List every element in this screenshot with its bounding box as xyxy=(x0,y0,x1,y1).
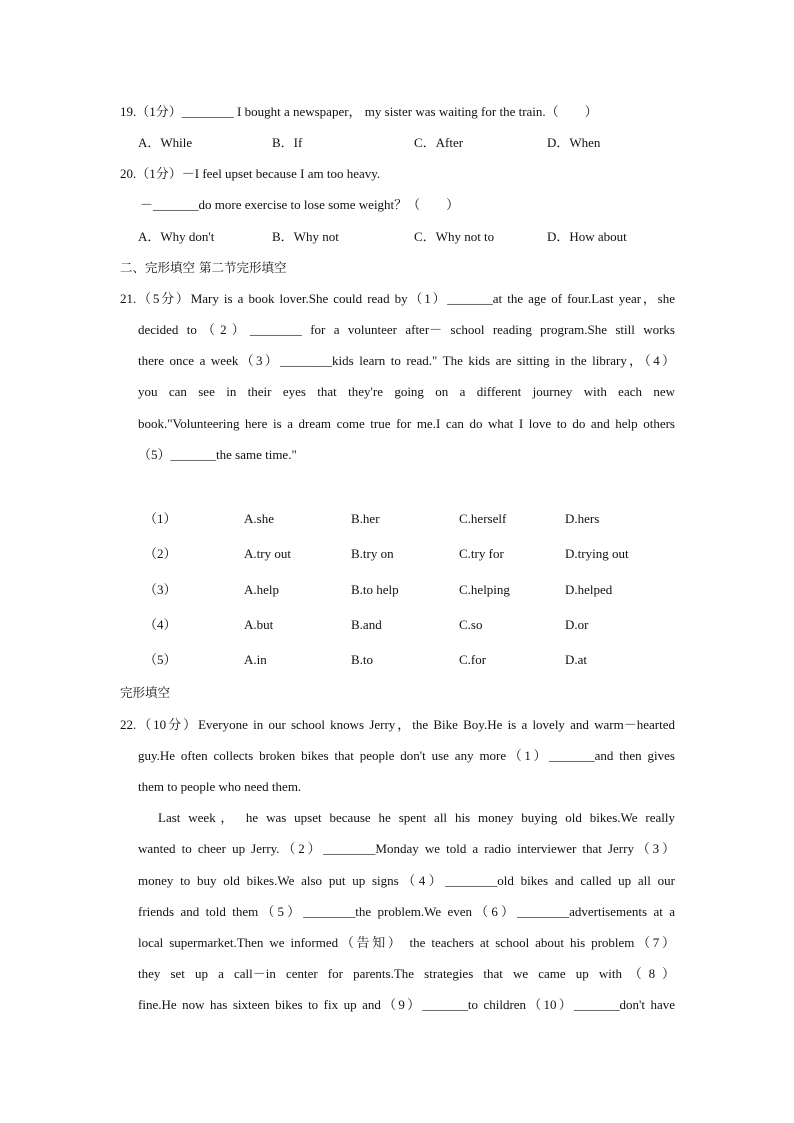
q21-line-1: 21.（5分）Mary is a book lover.She could read by（1）_______at the age of four.Last year，she xyxy=(120,291,675,306)
choice-d: D.hers xyxy=(565,511,600,526)
choice-a: A.help xyxy=(244,582,280,597)
choice-d: D.trying out xyxy=(565,546,629,561)
choice-number: （3） xyxy=(144,582,177,597)
choice-d: D.or xyxy=(565,617,589,632)
q21-line-4: you can see in their eyes that they're going on a different journey with each new xyxy=(138,384,675,399)
section-heading: 二、完形填空 第二节完形填空 xyxy=(120,260,287,275)
choice-a: A.try out xyxy=(244,546,291,561)
q22-line-4: Last week， he was upset because he spent all his money buying old bikes.We really xyxy=(158,810,675,825)
q22-line-6: money to buy old bikes.We also put up signs（4）________old bikes and called up all our xyxy=(138,873,675,888)
q20-option-d: D．How about xyxy=(547,229,627,244)
q21-line-5: book."Volunteering here is a dream come true for me.I can do what I love to do and help others xyxy=(138,416,675,431)
q22-line-1: 22.（10分）Everyone in our school knows Jerry，the Bike Boy.He is a lovely and warm－hearted xyxy=(120,717,675,732)
choice-b: B.to xyxy=(351,652,374,667)
choice-c: C.for xyxy=(459,652,487,667)
q20-stem: 20.（1分）－I feel upset because I am too heavy. xyxy=(120,166,381,181)
q19-option-c: C．After xyxy=(414,135,464,150)
choice-number: （4） xyxy=(144,617,177,632)
choice-number: （5） xyxy=(144,652,177,667)
q21-line-2: decided to（2）________ for a volunteer after－ school reading program.She still works xyxy=(138,322,675,337)
choice-c: C.herself xyxy=(459,511,507,526)
q22-line-3: them to people who need them. xyxy=(138,779,302,794)
choice-d: D.at xyxy=(565,652,588,667)
choice-a: A.in xyxy=(244,652,267,667)
q20-line2: －_______do more exercise to lose some weight？（ ） xyxy=(140,197,460,212)
q19-option-d: D．When xyxy=(547,135,601,150)
q22-line-2: guy.He often collects broken bikes that people don't use any more（1）_______and then gives xyxy=(138,748,675,763)
choice-b: B.try on xyxy=(351,546,394,561)
q22-line-5: wanted to cheer up Jerry.（2）________Monday we told a radio interviewer that Jerry（3） xyxy=(138,841,675,856)
q19-stem: 19.（1分）________ I bought a newspaper， my sister was waiting for the train.（ ） xyxy=(120,104,598,119)
q22-line-9: they set up a call－in center for parents.The strategies that we came up with（8） xyxy=(138,966,675,981)
choice-a: A.but xyxy=(244,617,274,632)
choice-a: A.she xyxy=(244,511,274,526)
q20-option-a: A．Why don't xyxy=(138,229,215,244)
choice-c: C.so xyxy=(459,617,483,632)
q22-line-7: friends and told them（5）________the problem.We even（6）________advertisements at a xyxy=(138,904,675,919)
q20-option-c: C．Why not to xyxy=(414,229,495,244)
choice-c: C.helping xyxy=(459,582,510,597)
choice-b: B.to help xyxy=(351,582,399,597)
q22-line-8: local supermarket.Then we informed（告知） the teachers at school about his problem（7） xyxy=(138,935,675,950)
q21-line-3: there once a week（3）________kids learn to read." The kids are sitting in the library，（4） xyxy=(138,353,675,368)
choice-d: D.helped xyxy=(565,582,613,597)
q21-line-6: （5）_______the same time." xyxy=(138,447,297,462)
choice-b: B.and xyxy=(351,617,382,632)
choice-number: （1） xyxy=(144,511,177,526)
q19-option-b: B．If xyxy=(272,135,303,150)
choice-c: C.try for xyxy=(459,546,504,561)
q20-option-b: B．Why not xyxy=(272,229,339,244)
choice-b: B.her xyxy=(351,511,380,526)
subheading: 完形填空 xyxy=(120,685,171,700)
q22-line-10: fine.He now has sixteen bikes to fix up and（9）_______to children（10）_______don't have xyxy=(138,997,675,1012)
choice-number: （2） xyxy=(144,546,177,561)
q19-option-a: A．While xyxy=(138,135,193,150)
